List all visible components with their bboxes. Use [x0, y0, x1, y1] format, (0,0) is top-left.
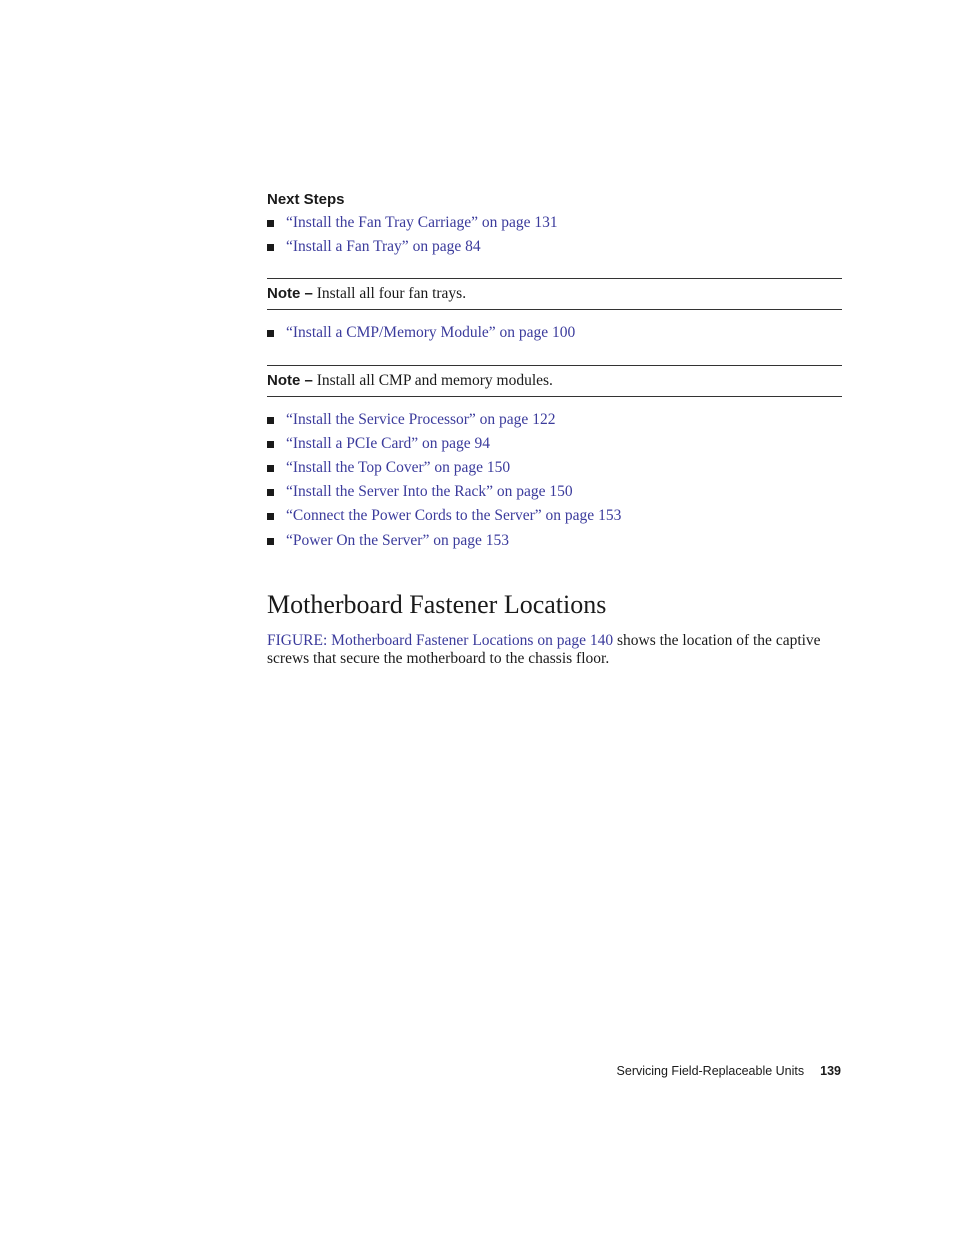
- section-paragraph: [267, 632, 842, 669]
- cross-reference-link[interactable]: “Install a PCIe Card” on page 94: [286, 434, 491, 452]
- list-item: [267, 235, 842, 259]
- bullet-square-icon: [267, 489, 274, 496]
- list-item: [267, 408, 842, 432]
- cross-reference-link[interactable]: “Connect the Power Cords to the Server” on page 153: [286, 507, 622, 525]
- bullet-square-icon: [267, 465, 274, 472]
- paragraph-text: shows the location of the captive screws that secure the motherboard to the chassis floor.: [267, 631, 821, 668]
- cross-reference-link[interactable]: “Install a CMP/Memory Module” on page 100: [286, 324, 576, 342]
- note-text: Install all CMP and memory modules.: [316, 371, 553, 389]
- bullet-square-icon: [267, 441, 274, 448]
- page-content: [267, 190, 842, 669]
- list-item: [267, 456, 842, 480]
- note-label: Note –: [267, 371, 313, 389]
- note-fan-trays: [267, 278, 842, 310]
- cross-reference-link[interactable]: “Install the Service Processor” on page 122: [286, 410, 556, 428]
- list-item: [267, 480, 842, 504]
- list-item: [267, 529, 842, 553]
- bullet-square-icon: [267, 538, 274, 545]
- next-steps-list-1: [267, 211, 842, 259]
- next-steps-list-2: [267, 321, 842, 345]
- cross-reference-link[interactable]: “Install the Fan Tray Carriage” on page 131: [286, 214, 558, 231]
- cross-reference-link[interactable]: “Install the Server Into the Rack” on page 150: [286, 483, 573, 501]
- list-item: [267, 504, 842, 528]
- bullet-square-icon: [267, 513, 274, 520]
- cross-reference-link[interactable]: “Install a Fan Tray” on page 84: [286, 238, 481, 256]
- next-steps-heading: Next Steps: [267, 191, 345, 208]
- page-footer: [560, 1063, 841, 1079]
- next-steps-list-3: [267, 408, 842, 553]
- section-heading: Motherboard Fastener Locations: [267, 589, 607, 619]
- bullet-square-icon: [267, 244, 274, 251]
- note-text: Install all four fan trays.: [316, 285, 467, 303]
- note-label: Note –: [267, 285, 313, 303]
- bullet-square-icon: [267, 220, 274, 227]
- footer-chapter-title: Servicing Field-Replaceable Units: [616, 1064, 805, 1078]
- list-item: [267, 321, 842, 345]
- list-item: [267, 211, 842, 235]
- page-number: 139: [820, 1064, 841, 1078]
- cross-reference-link[interactable]: “Power On the Server” on page 153: [286, 531, 509, 549]
- figure-reference-link[interactable]: FIGURE: Motherboard Fastener Locations on page 140: [267, 631, 614, 649]
- bullet-square-icon: [267, 330, 274, 337]
- bullet-square-icon: [267, 417, 274, 424]
- cross-reference-link[interactable]: “Install the Top Cover” on page 150: [286, 459, 511, 477]
- list-item: [267, 432, 842, 456]
- note-cmp-modules: [267, 365, 842, 397]
